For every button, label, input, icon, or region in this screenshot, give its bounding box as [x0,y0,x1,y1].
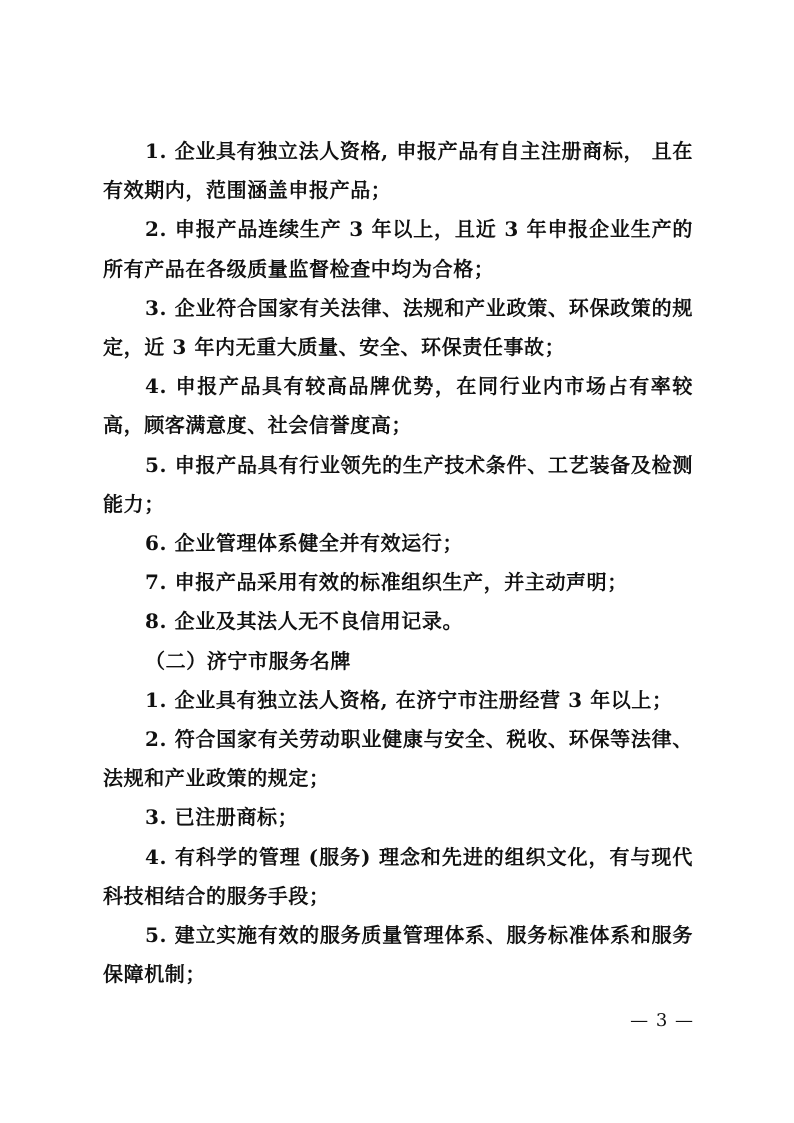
service-paragraph-1: 1. 企业具有独立法人资格, 在济宁市注册经营 3 年以上； [145,687,673,712]
service-paragraph-3: 3. 已注册商标； [145,805,299,830]
paragraph-3: 3. 企业符合国家有关法律、法规和产业政策、环保政策的规定，近 3 年内无重大质量、安全、环保责任事故； [103,295,693,360]
document-body [103,132,693,994]
service-paragraph-5: 5. 建立实施有效的服务质量管理体系、服务标准体系和服务保障机制； [103,923,693,987]
paragraph-4: 4. 申报产品具有较高品牌优势，在同行业内市场占有率较高，顾客满意度、社会信誉度高； [103,374,693,438]
service-paragraph-2: 2. 符合国家有关劳动职业健康与安全、税收、环保等法律、法规和产业政策的规定； [103,727,693,791]
service-paragraph-4: 4. 有科学的管理 (服务) 理念和先进的组织文化，有与现代科技相结合的服务手段； [103,844,693,908]
paragraph-1: 1. 企业具有独立法人资格, 申报产品有自主注册商标， 且在有效期内，范围涵盖申报产品； [103,139,693,203]
page-number: — 3 — [630,1010,694,1031]
paragraph-7: 7. 申报产品采用有效的标准组织生产，并主动声明； [145,570,628,595]
paragraph-2: 2. 申报产品连续生产 3 年以上，且近 3 年申报企业生产的所有产品在各级质量监督检查中均为合格； [103,217,693,281]
section-heading: （二）济宁市服务名牌 [145,648,351,673]
paragraph-8: 8. 企业及其法人无不良信用记录。 [145,609,464,634]
paragraph-5: 5. 申报产品具有行业领先的生产技术条件、工艺装备及检测能力； [103,452,693,516]
paragraph-6: 6. 企业管理体系健全并有效运行； [145,531,464,556]
